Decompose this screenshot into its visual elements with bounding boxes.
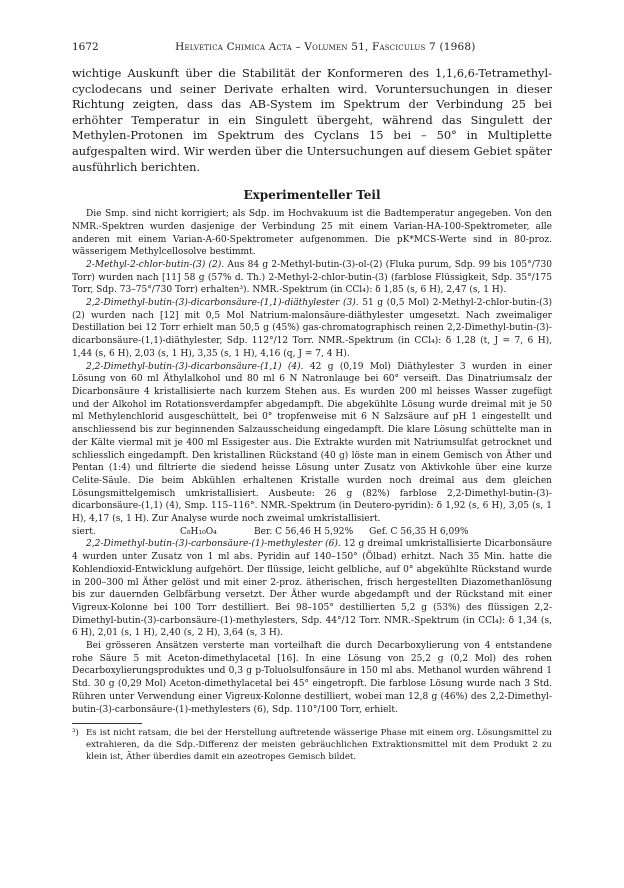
general-note: Die Smp. sind nicht korrigiert; als Sdp. im Hochvakuum ist die Badtemperatur angegeben. Von den NMR.-Spektren wurden dasjenige der Verbindung 25 mit einem Varian-HA-100-Spektrometer, alle anderen mit einem Varian-A-60-Spektrometer aufgenommen. Die pK*MCS-Werte sind in 80-proz. wässerigem Methylcellosolve bestimmt. [72, 209, 552, 258]
preparation-paragraph [72, 538, 552, 640]
page-number: 1672 [72, 41, 99, 53]
compound-title: 2,2-Dimethyl-butin-(3)-carbonsäure-(1)-methylester (6). [86, 539, 341, 550]
journal-page [72, 40, 552, 764]
analysis-lead: siert. [72, 526, 96, 537]
footnote-text: Es ist nicht ratsam, die bei der Herstellung auftretende wässerige Phase mit einem org. Lösungsmittel zu extrahieren, da die Sdp.-Differenz der meisten gebräuchlichen Extraktionsmittel mit dem Produkt 2 zu klein ist, Äther überdies damit ein azeotropes Gemisch bildet. [86, 728, 552, 763]
preparation-text: 51 g (0,5 Mol) 2-Methyl-2-chlor-butin-(3) (2) wurden nach [12] mit 0,5 Mol Natrium-malonsäure-diäthylester umgesetzt. Nach zweimaliger Destillation bei 12 Torr erhielt man 50,5 g (45%) gas-chromatographisch reinen 2,2-Dimethyl-butin-(3)-dicarbonsäure-(1,1)-diäthylester, Sdp. 112°/12 Torr. NMR.-Spektrum (in CCl₄): δ 1,28 (t, J = 7, 6 H), 1,44 (s, 6 H), 2,03 (s, 1 H), 3,35 (s, 1 H), 4,16 (q, J = 7, 4 H). [72, 298, 552, 359]
preparation-text: Aus 84 g 2-Methyl-butin-(3)-ol-(2) (Fluka purum, Sdp. 99 bis 105°/730 Torr) wurden nach [11] 58 g (57% d. Th.) 2-Methyl-2-chlor-butin-(3) (farblose Flüssigkeit, Sdp. 35°/175 Torr, Sdp. 73–75°/730 Torr) erhalten³). NMR.-Spektrum (in CCl₄): δ 1,85 (s, 6 H), 2,47 (s, 1 H). [72, 259, 553, 296]
section-title: Experimenteller Teil [243, 188, 381, 203]
compound-title: 2-Methyl-2-chlor-butin-(3) (2). [86, 259, 225, 270]
footnote-mark: ³) [72, 728, 79, 739]
analysis-found: Gef. C 56,35 H 6,09% [369, 526, 469, 537]
footnote [72, 728, 552, 764]
journal-title: Helvetica Chimica Acta – Volumen 51, Fasciculus 7 (1968) [175, 41, 476, 53]
preparation-text: 12 g dreimal umkristallisierte Dicarbonsäure 4 wurden unter Zusatz von 1 ml abs. Pyridin auf 140–150° (Ölbad) erhitzt. Nach 35 Min. hatte die Kohlendioxid-Entwicklung aufgehört. Der flüssige, leicht gelbliche, auf 0° abgekühlte Rückstand wurde in 200–300 ml Äther gelöst und mit einer 2-proz. ätherischen, frisch hergestellten Diazomethanlösung bis zur dauernden Gelbfärbung versetzt. Der Äther wurde abgedampft und der Rückstand mit einer Vigreux-Kolonne bei 100 Torr destilliert. Bei 98–105° destillierten 5,2 g (53%) des flüssigen 2,2-Dimethyl-butin-(3)-carbonsäure-(1)-methylesters, Sdp. 44°/12 Torr. NMR.-Spektrum (in CCl₄): δ 1,34 (s, 6 H), 2,01 (s, 1 H), 2,40 (s, 2 H), 3,64 (s, 3 H). [72, 539, 552, 639]
preparation-text: 42 g (0,19 Mol) Diäthylester 3 wurden in einer Lösung von 60 ml Äthylalkohol und 80 ml 6 N Natronlauge bei 60° verseift. Das Dinatriumsalz der Dicarbonsäure 4 kristallisierte nach kurzem Stehen aus. Es wurden 200 ml heisses Wasser zugefügt und der Alkohol im Rotationsverdampfer abgedampft. Die abgekühlte Lösung wurde dreimal mit je 50 ml Methylenchlorid ausgeschüttelt, bei 0° tropfenweise mit 6 N Salzsäure auf pH 1 eingestellt und anschliessend bis zur beginnenden Salzausscheidung eingedampft. Die klare Lösung schüttelte man in der Kälte viermal mit je 400 ml Essigester aus. Die Extrakte wurden mit Natriumsulfat getrocknet und schliesslich eingedampft. Den kristallinen Rückstand (40 g) löste man in einem Gemisch von Äther und Pentan (1:4) und filtrierte die siedend heisse Lösung unter Zusatz von Aktivkohle über eine kurze Celite-Säule. Die beim Abkühlen erhaltenen Kristalle wurden noch dreimal aus dem gleichen Lösungsmittelgemisch umkristallisiert. Ausbeute: 26 g (82%) farblose 2,2-Dimethyl-butin-(3)-dicarbonsäure-(1,1) (4), Smp. 115–116°. NMR.-Spektrum (in Deutero-pyridin): δ 1,92 (s, 6 H), 3,05 (s, 1 H), 4,17 (s, 1 H). Zur Analyse wurde noch zweimal umkristallisiert. [72, 361, 552, 525]
footnote-divider [72, 723, 142, 724]
preparation-paragraph [72, 297, 552, 361]
running-head [72, 40, 552, 54]
intro-paragraph: wichtige Auskunft über die Stabilität der Konformeren des 1,1,6,6-Tetramethyl-cyclodecans und seiner Derivate erhalten wird. Voruntersuchungen in dieser Richtung zeigten, dass das AB-System im Spektrum der Verbindung 25 bei erhöhter Temperatur in ein Singulett übergeht, während das Singulett der Methylen-Protonen im Spektrum des Cyclans 15 bei – 50° in Multiplette aufgespalten wird. Wir werden über die Untersuchungen auf diesem Gebiet später ausführlich berichten. [72, 66, 552, 174]
molecular-formula: C₈H₁₀O₄ [180, 526, 217, 537]
preparation-paragraph [72, 259, 552, 297]
preparation-paragraph [72, 361, 552, 526]
analysis-calculated: Ber. C 56,46 H 5,92% [254, 526, 354, 537]
compound-title: 2,2-Dimethyl-butin-(3)-dicarbonsäure-(1,1) (4). [86, 361, 304, 372]
closing-paragraph: Bei grösseren Ansätzen versterte man vorteilhaft die durch Decarboxylierung von 4 entstandene rohe Säure 5 mit Aceton-dimethylacetal [16]. In eine Lösung von 25,2 g (0,2 Mol) des rohen Decarboxylierungsproduktes und 0,3 g p-Toluolsulfonsäure in 150 ml abs. Methanol wurden während 1 Std. 30 g (0,29 Mol) Aceton-dimethylacetal bei 45° eingetropft. Die farblose Lösung wurde nach 3 Std. Rühren unter Verwendung einer Vigreux-Kolonne destilliert, wobei man 12,8 g (46%) des 2,2-Dimethyl-butin-(3)-carbonsäure-(1)-methylesters (6), Sdp. 110°/100 Torr, erhielt. [72, 641, 552, 715]
elemental-analysis [72, 526, 552, 539]
compound-title: 2,2-Dimethyl-butin-(3)-dicarbonsäure-(1,1)-diäthylester (3). [86, 298, 359, 309]
